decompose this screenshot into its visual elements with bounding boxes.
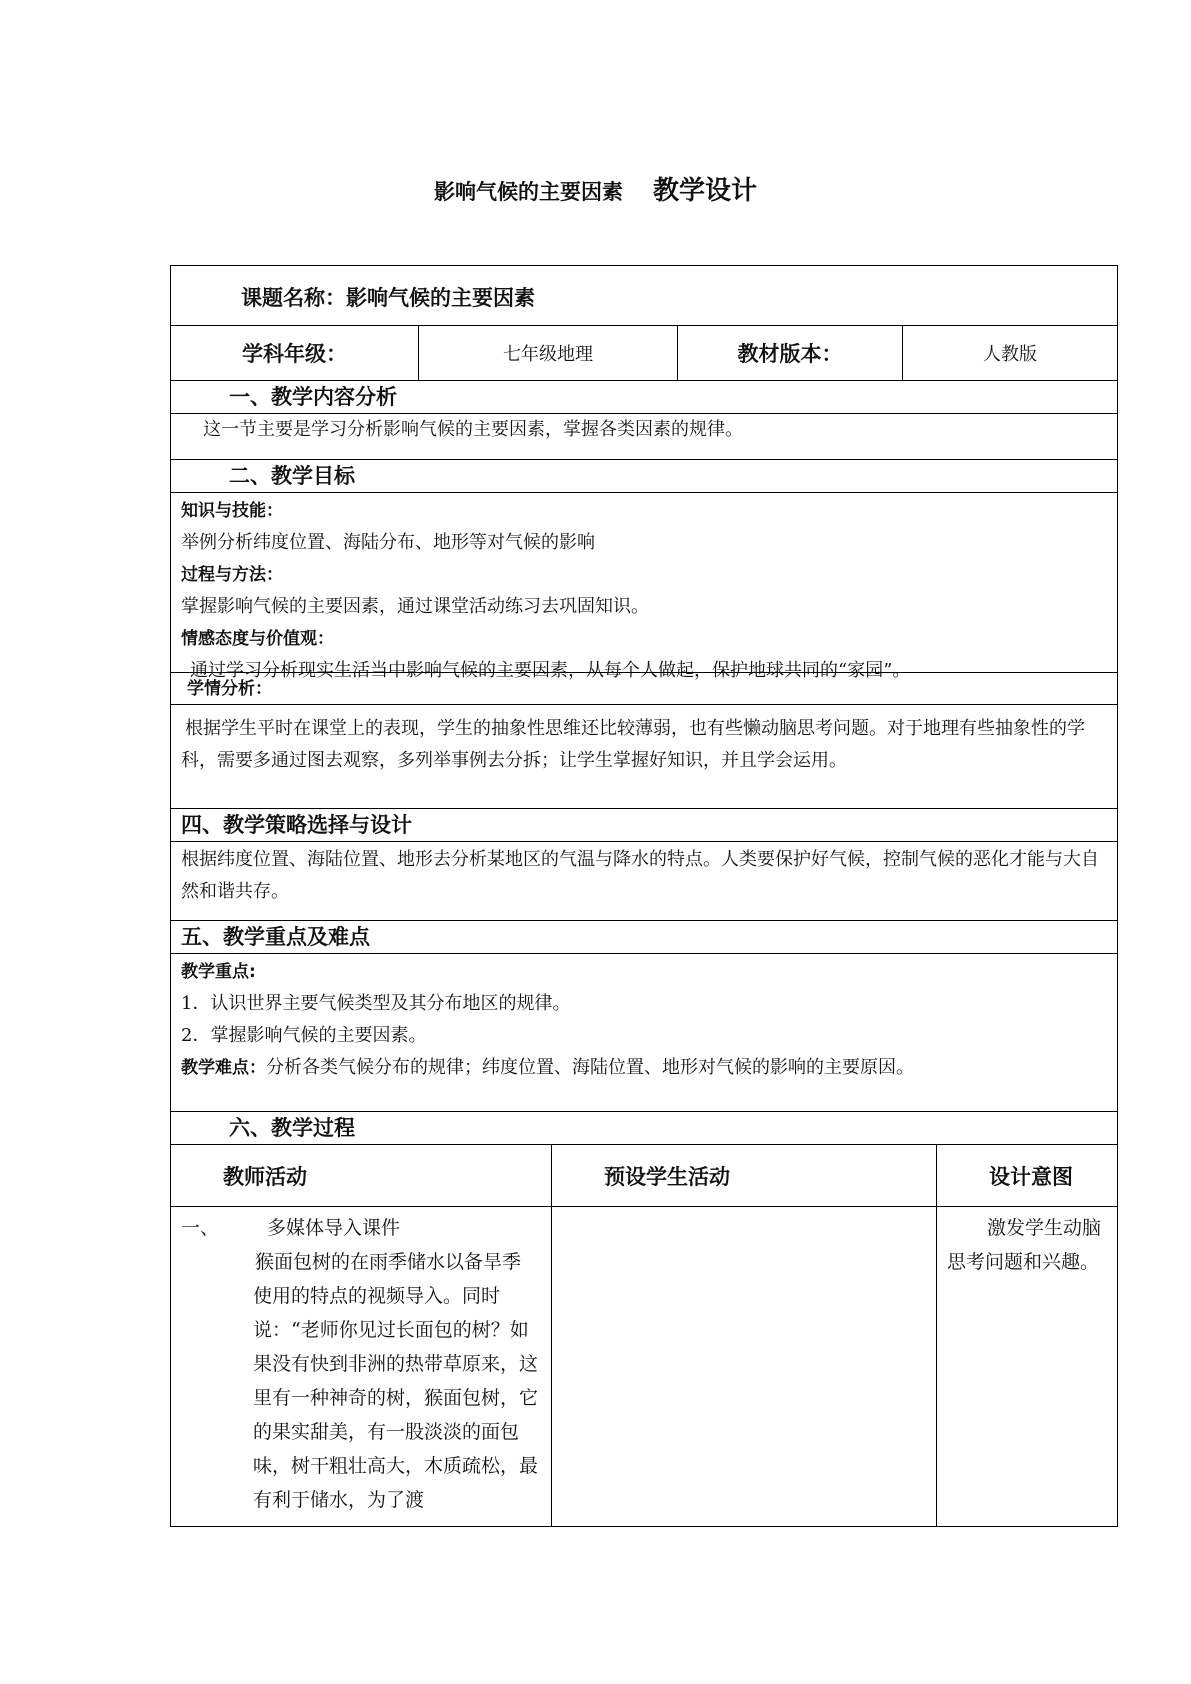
meta-row [171, 326, 1117, 381]
col-teacher-activity: 教师活动 [171, 1145, 552, 1206]
difficulty-label: 教学难点： [181, 1058, 266, 1078]
grade-label: 学科年级： [171, 326, 419, 380]
course-name-label: 课题名称：影响气候的主要因素 [241, 286, 535, 310]
step-body-text: 猴面包树的在雨季储水以备旱季使用的特点的视频导入。同时说：“老师你见过长面包的树？如果没有快到非洲的热带草原来，这里有一种神奇的树，猴面包树，它的果实甜美，有一股淡淡的面包味，树干粗壮高大，木质疏松，最有利于储水，为了渡 [253, 1251, 539, 1511]
section-strategy-body [171, 842, 1117, 921]
design-intent-cell [937, 1207, 1117, 1526]
section-learner-analysis-body [171, 705, 1117, 809]
section-objectives-body [171, 493, 1117, 681]
grade-value: 七年级地理 [419, 326, 678, 380]
key-points-label: 教学重点: [181, 962, 256, 982]
process-step-row [171, 1207, 1117, 1526]
learner-analysis-heading: 学情分析： [187, 679, 272, 699]
process-label: 过程与方法： [181, 565, 283, 585]
title-sub: 教学设计 [652, 176, 757, 206]
key-point-1: 1．认识世界主要气候类型及其分布地区的规律。 [181, 993, 571, 1014]
knowledge-label: 知识与技能： [181, 501, 283, 521]
teacher-activity-cell [171, 1207, 552, 1526]
col-design-intent: 设计意图 [989, 1164, 1073, 1189]
course-row [171, 266, 1117, 326]
difficulty-line [181, 1052, 1107, 1084]
emotion-text: 通过学习分析现实生活当中影响气候的主要因素，从每个人做起，保护地球共同的“家园”。 [190, 660, 911, 681]
knowledge-text: 举例分析纬度位置、海陆分布、地形等对气候的影响 [181, 532, 595, 553]
section-key-points-body [171, 954, 1117, 1112]
emotion-label: 情感态度与价值观： [181, 629, 334, 649]
section-learner-analysis-heading-row [171, 673, 1117, 705]
section-process-heading: 六、教学过程 [171, 1112, 1117, 1145]
step-title: 多媒体导入课件 [267, 1217, 401, 1239]
process-text: 掌握影响气候的主要因素，通过课堂活动练习去巩固知识。 [181, 596, 649, 617]
section-content-analysis-heading: 一、教学内容分析 [171, 381, 1117, 414]
section-content-analysis-body [171, 414, 1117, 460]
student-activity-cell [552, 1207, 937, 1526]
document-title [0, 170, 1191, 207]
difficulty-text: 分析各类气候分布的规律；纬度位置、海陆位置、地形对气候的影响的主要原因。 [266, 1057, 914, 1078]
step-number: 一、 [181, 1217, 220, 1239]
section-objectives-heading: 二、教学目标 [171, 460, 1117, 493]
lesson-plan-table [170, 265, 1118, 1527]
section-key-points-heading: 五、教学重点及难点 [171, 921, 1117, 954]
edition-label: 教材版本： [678, 326, 903, 380]
col-student-activity: 预设学生活动 [552, 1145, 937, 1206]
process-table-header [171, 1145, 1117, 1207]
step-heading [181, 1211, 539, 1245]
section-strategy-heading: 四、教学策略选择与设计 [171, 809, 1117, 842]
title-main: 影响气候的主要因素 [433, 180, 623, 204]
learner-analysis-text: 根据学生平时在课堂上的表现，学生的抽象性思维还比较薄弱，也有些懒动脑思考问题。对于地理有些抽象性的学科，需要多通过图去观察，多列举事例去分拆；让学生掌握好知识，并且学会运用。 [181, 718, 1085, 771]
edition-value: 人教版 [983, 344, 1037, 365]
design-intent-text: 激发学生动脑思考问题和兴趣。 [947, 1217, 1102, 1273]
strategy-text: 根据纬度位置、海陆位置、地形去分析某地区的气温与降水的特点。人类要保护好气候，控制气候的恶化才能与大自然和谐共存。 [181, 849, 1099, 902]
content-analysis-text: 这一节主要是学习分析影响气候的主要因素，掌握各类因素的规律。 [203, 419, 743, 440]
key-point-2: 2．掌握影响气候的主要因素。 [181, 1025, 427, 1046]
